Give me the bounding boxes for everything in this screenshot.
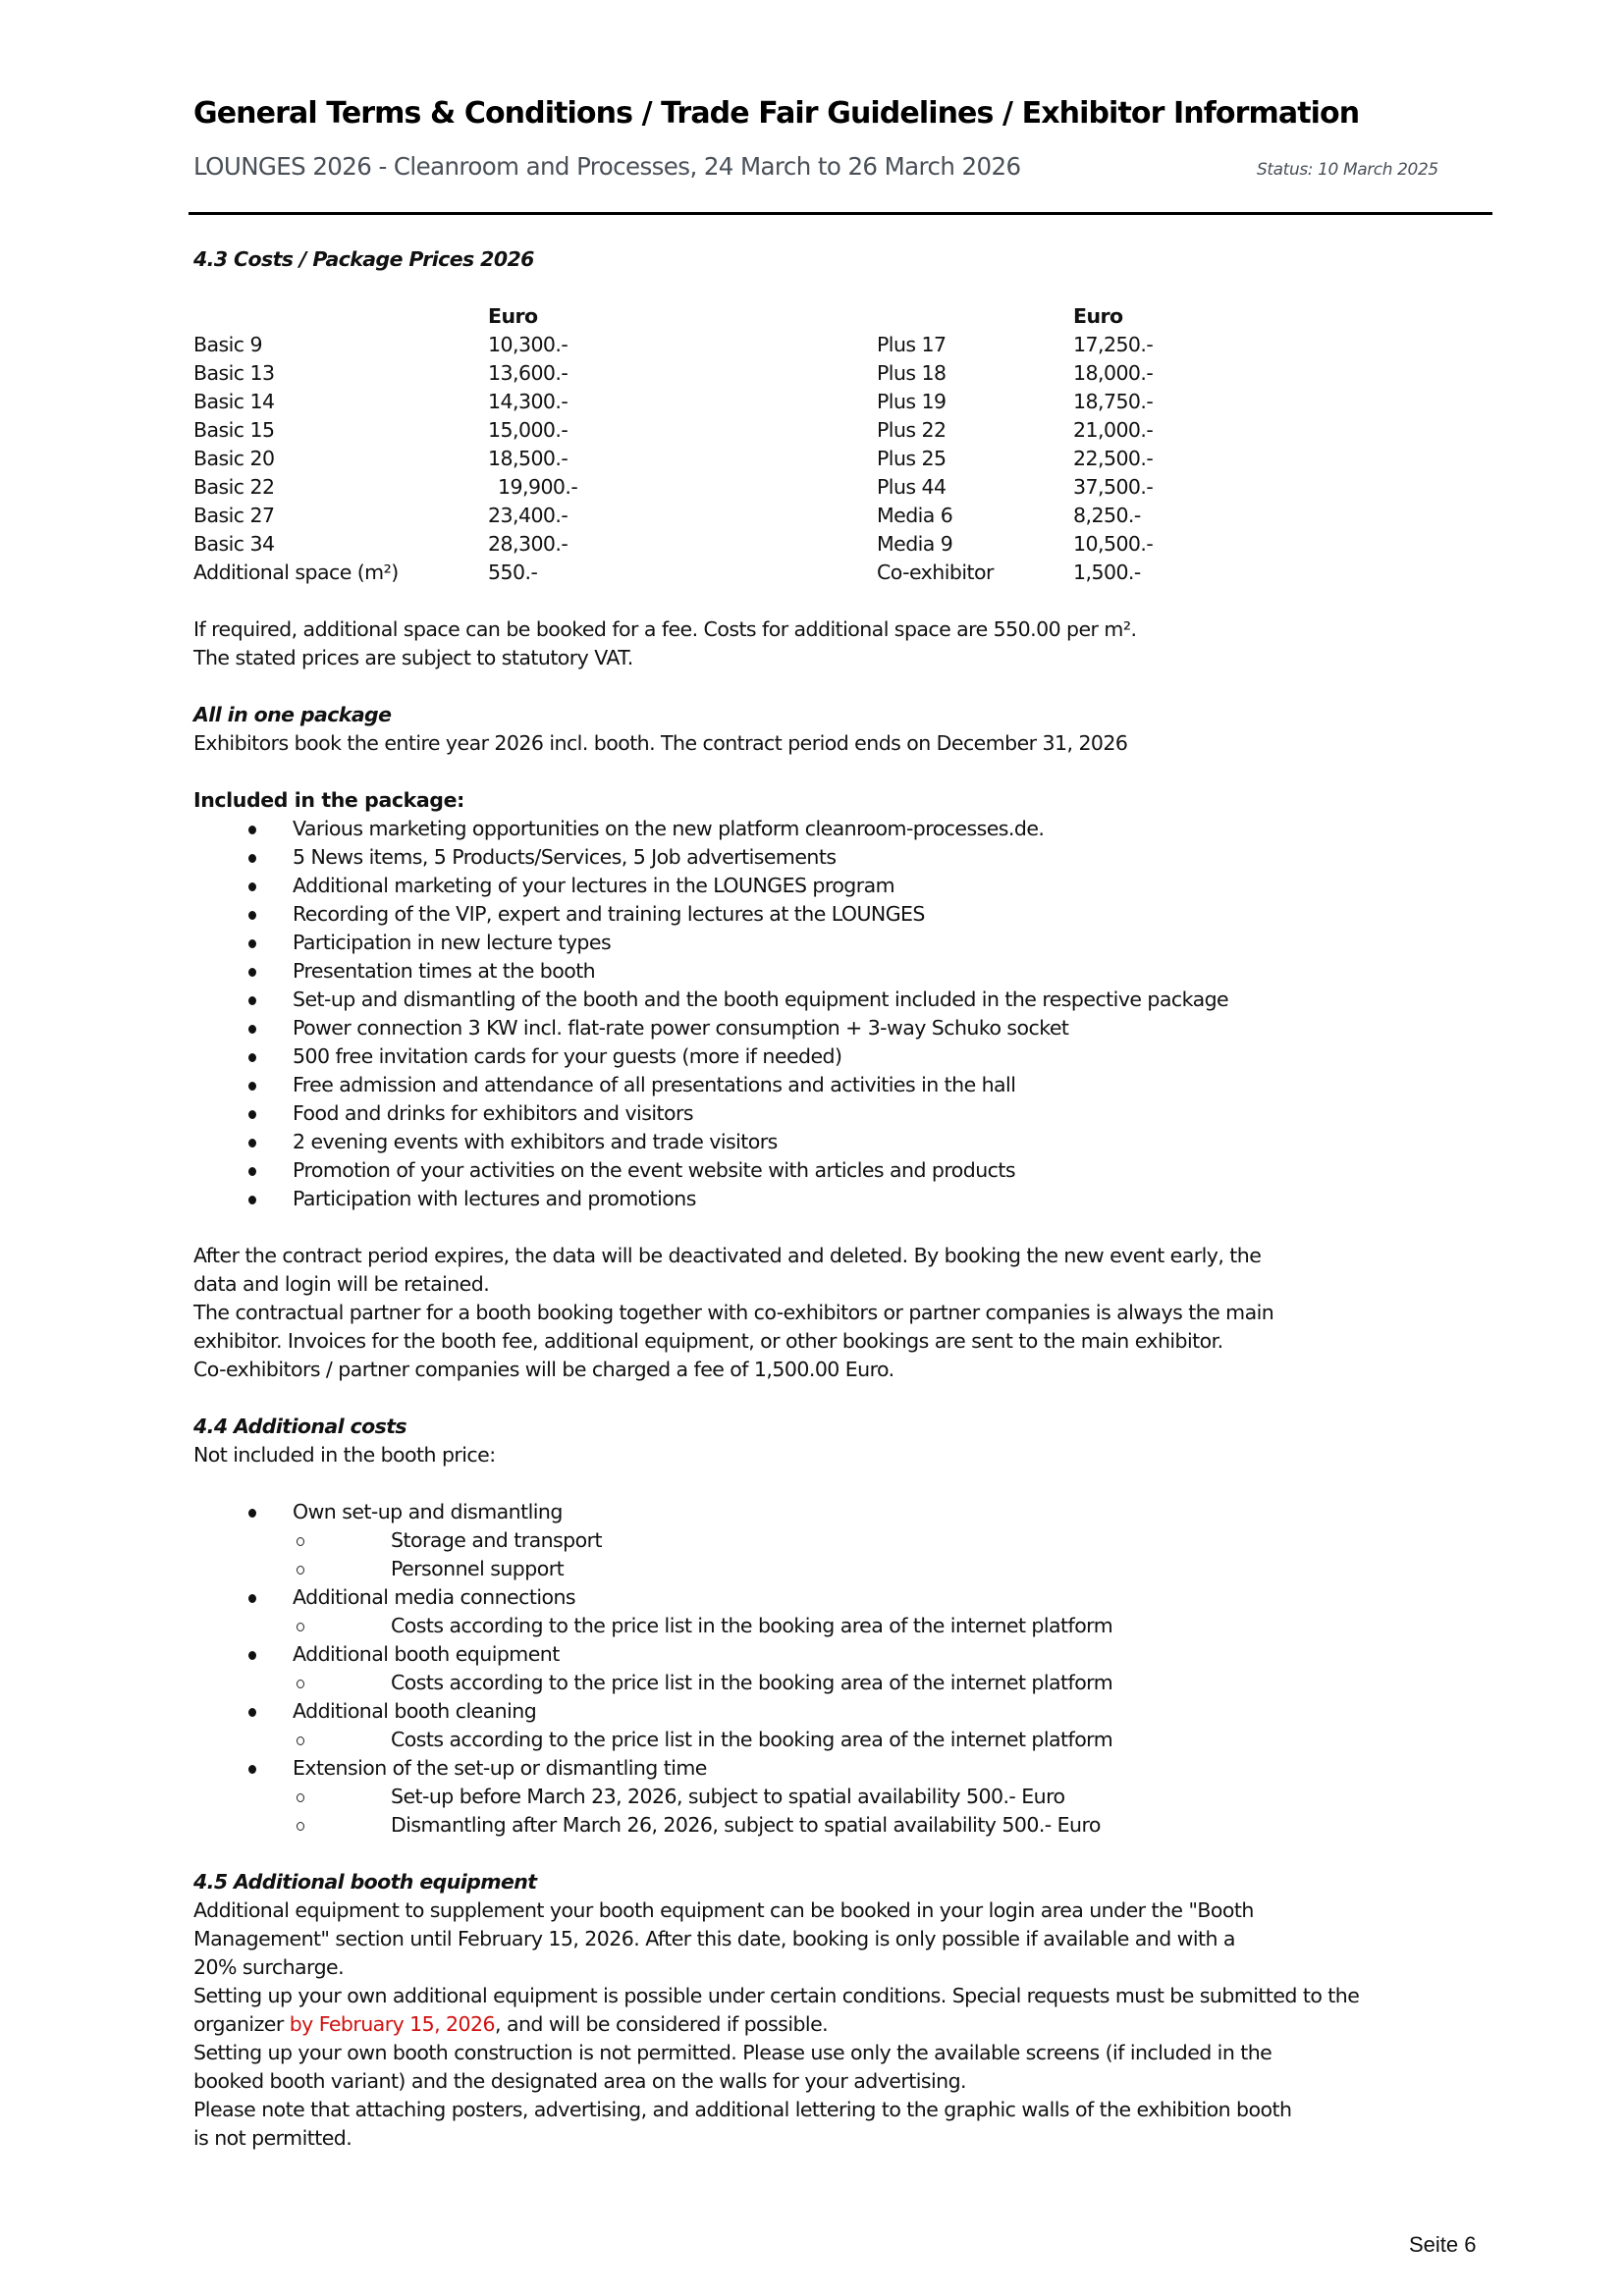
page-number: Seite 6 [1409, 2232, 1477, 2257]
bullet-icon [248, 996, 256, 1005]
bullet-icon [248, 1765, 256, 1774]
package-price: 14,300.- [488, 390, 568, 413]
list-item: Own set-up and dismantling Storage and transport Personnel support [193, 1498, 1499, 1583]
list-item: Promotion of your activities on the event website with articles and products [193, 1156, 1499, 1185]
bullet-icon [248, 1139, 256, 1148]
price-table-header [193, 302, 1270, 331]
package-price: 550.- [488, 561, 538, 584]
sub-list-item: Costs according to the price list in the booking area of the internet platform [293, 1612, 1499, 1640]
bullet-icon [248, 1651, 256, 1660]
package-name: Basic 22 [193, 475, 275, 499]
currency-header-right: Euro [1073, 304, 1123, 328]
booth-construction-text: Setting up your own booth construction is not permitted. Please use only the available screens (if included in the [193, 2041, 1272, 2064]
posters-note: is not permitted. [193, 2126, 352, 2150]
package-name: Plus 25 [877, 447, 947, 470]
list-item: Free admission and attendance of all presentations and activities in the hall [193, 1071, 1499, 1099]
section-heading-4-3: 4.3 Costs / Package Prices 2026 [193, 247, 534, 271]
package-name: Basic 9 [193, 333, 262, 356]
booth-construction-text: booked booth variant) and the designated area on the walls for your advertising. [193, 2069, 966, 2093]
contractual-partner-text: The contractual partner for a booth booking together with co-exhibitors or partner companies is always the main [193, 1301, 1274, 1324]
table-row [193, 445, 1270, 473]
own-equipment-text: Setting up your own additional equipment is possible under certain conditions. Special requests must be submitted to the [193, 1984, 1360, 2007]
posters-note: Please note that attaching posters, advertising, and additional lettering to the graphic walls of the exhibition booth [193, 2098, 1292, 2121]
package-name: Additional space (m²) [193, 561, 399, 584]
table-row [193, 331, 1270, 359]
package-name: Co-exhibitor [877, 561, 994, 584]
package-price: 18,000.- [1073, 361, 1154, 385]
package-price: 21,000.- [1073, 418, 1154, 442]
list-item: Set-up and dismantling of the booth and the booth equipment included in the respective package [193, 986, 1499, 1014]
list-item: Recording of the VIP, expert and training lectures at the LOUNGES [193, 900, 1499, 929]
status-date: Status: 10 March 2025 [1257, 160, 1438, 180]
equipment-booking-text: Additional equipment to supplement your booth equipment can be booked in your login area under the "Booth [193, 1898, 1254, 1922]
all-in-one-text: Exhibitors book the entire year 2026 incl. booth. The contract period ends on December 31, 2026 [193, 731, 1128, 755]
included-list [193, 815, 1499, 1213]
sub-list [293, 1783, 1499, 1840]
list-item: 5 News items, 5 Products/Services, 5 Job advertisements [193, 843, 1499, 872]
document-title: General Terms & Conditions / Trade Fair Guidelines / Exhibitor Information [193, 96, 1360, 131]
additional-space-note: If required, additional space can be booked for a fee. Costs for additional space are 550.00 per m². [193, 617, 1137, 641]
bullet-icon [248, 939, 256, 948]
equipment-booking-text: Management" section until February 15, 2026. After this date, booking is only possible if available and with a [193, 1927, 1235, 1950]
included-heading: Included in the package: [193, 788, 464, 812]
circle-bullet-icon [297, 1537, 304, 1546]
event-subtitle: LOUNGES 2026 - Cleanroom and Processes, 24 March to 26 March 2026 [193, 152, 1021, 181]
bullet-icon [248, 911, 256, 920]
sub-list [293, 1612, 1499, 1640]
package-name: Basic 15 [193, 418, 275, 442]
table-row [193, 530, 1270, 559]
package-name: Plus 17 [877, 333, 947, 356]
bullet-icon [248, 1082, 256, 1091]
list-item: Additional media connections Costs according to the price list in the booking area of the internet platform [193, 1583, 1499, 1640]
package-price: 10,500.- [1073, 532, 1154, 556]
section-heading-4-5: 4.5 Additional booth equipment [193, 1870, 537, 1894]
table-row [193, 359, 1270, 388]
all-in-one-heading: All in one package [193, 703, 392, 726]
surcharge-text: 20% surcharge. [193, 1955, 345, 1979]
sub-list-item: Personnel support [293, 1555, 1499, 1583]
list-item: 2 evening events with exhibitors and trade visitors [193, 1128, 1499, 1156]
contract-expiry-text: data and login will be retained. [193, 1272, 490, 1296]
table-row [193, 473, 1270, 502]
table-row [193, 416, 1270, 445]
list-item: Additional booth equipment Costs according to the price list in the booking area of the internet platform [193, 1640, 1499, 1697]
circle-bullet-icon [297, 1736, 304, 1745]
package-price: 15,000.- [488, 418, 568, 442]
section-heading-4-4: 4.4 Additional costs [193, 1415, 407, 1438]
bullet-icon [248, 1167, 256, 1176]
package-price: 18,500.- [488, 447, 568, 470]
bullet-icon [248, 968, 256, 977]
document-body [193, 245, 1499, 2153]
bullet-icon [248, 1053, 256, 1062]
currency-header-left: Euro [488, 304, 538, 328]
vat-note: The stated prices are subject to statutory VAT. [193, 646, 633, 669]
list-item: Food and drinks for exhibitors and visitors [193, 1099, 1499, 1128]
list-item: Additional booth cleaning Costs according to the price list in the booking area of the internet platform [193, 1697, 1499, 1754]
bullet-icon [248, 882, 256, 891]
contractual-partner-text: exhibitor. Invoices for the booth fee, additional equipment, or other bookings are sent to the main exhibitor. [193, 1329, 1223, 1353]
bullet-icon [248, 1594, 256, 1603]
package-price: 18,750.- [1073, 390, 1154, 413]
deadline-highlight: by February 15, 2026 [289, 2012, 496, 2036]
additional-costs-list [193, 1498, 1499, 1840]
table-row [193, 388, 1270, 416]
table-row [193, 559, 1270, 587]
package-name: Basic 14 [193, 390, 275, 413]
list-item: Extension of the set-up or dismantling time Set-up before March 23, 2026, subject to spatial availability 500.- Euro Dismantling after March 26, 2026, subject to spatial availability 500.- Euro [193, 1754, 1499, 1840]
bullet-icon [248, 1110, 256, 1119]
sub-list-item: Dismantling after March 26, 2026, subject to spatial availability 500.- Euro [293, 1811, 1499, 1840]
bullet-icon [248, 1708, 256, 1717]
circle-bullet-icon [297, 1822, 304, 1831]
co-exhibitor-fee-text: Co-exhibitors / partner companies will be charged a fee of 1,500.00 Euro. [193, 1358, 894, 1381]
bullet-icon [248, 1025, 256, 1034]
package-name: Basic 20 [193, 447, 275, 470]
package-price: 23,400.- [488, 504, 568, 527]
package-name: Plus 44 [877, 475, 947, 499]
sub-list-item: Storage and transport [293, 1526, 1499, 1555]
not-included-intro: Not included in the booth price: [193, 1443, 496, 1467]
sub-list [293, 1669, 1499, 1697]
circle-bullet-icon [297, 1793, 304, 1802]
circle-bullet-icon [297, 1623, 304, 1631]
package-price: 13,600.- [488, 361, 568, 385]
list-item: Additional marketing of your lectures in the LOUNGES program [193, 872, 1499, 900]
sub-list-item: Costs according to the price list in the booking area of the internet platform [293, 1669, 1499, 1697]
list-item: Various marketing opportunities on the new platform cleanroom-processes.de. [193, 815, 1499, 843]
sub-list [293, 1526, 1499, 1583]
package-name: Basic 34 [193, 532, 275, 556]
package-name: Plus 18 [877, 361, 947, 385]
bullet-icon [248, 826, 256, 834]
organizer-deadline-line: organizer by February 15, 2026, and will be considered if possible. [193, 2012, 829, 2036]
bullet-icon [248, 1196, 256, 1204]
package-price: 10,300.- [488, 333, 568, 356]
sub-list-item: Set-up before March 23, 2026, subject to spatial availability 500.- Euro [293, 1783, 1499, 1811]
package-price: 19,900.- [498, 475, 578, 499]
list-item: 500 free invitation cards for your guests (more if needed) [193, 1042, 1499, 1071]
package-name: Basic 13 [193, 361, 275, 385]
list-item: Participation with lectures and promotions [193, 1185, 1499, 1213]
bullet-icon [248, 1509, 256, 1518]
price-table [193, 302, 1270, 587]
sub-list-item: Costs according to the price list in the booking area of the internet platform [293, 1726, 1499, 1754]
package-price: 28,300.- [488, 532, 568, 556]
package-price: 1,500.- [1073, 561, 1141, 584]
package-price: 22,500.- [1073, 447, 1154, 470]
package-price: 17,250.- [1073, 333, 1154, 356]
sub-list [293, 1726, 1499, 1754]
circle-bullet-icon [297, 1566, 304, 1575]
bullet-icon [248, 854, 256, 863]
package-name: Media 6 [877, 504, 953, 527]
package-price: 8,250.- [1073, 504, 1141, 527]
header-divider [189, 212, 1492, 215]
package-name: Basic 27 [193, 504, 275, 527]
table-row [193, 502, 1270, 530]
list-item: Participation in new lecture types [193, 929, 1499, 957]
package-name: Plus 22 [877, 418, 947, 442]
list-item: Power connection 3 KW incl. flat-rate power consumption + 3-way Schuko socket [193, 1014, 1499, 1042]
circle-bullet-icon [297, 1680, 304, 1688]
package-name: Media 9 [877, 532, 953, 556]
contract-expiry-text: After the contract period expires, the data will be deactivated and deleted. By booking the new event early, the [193, 1244, 1262, 1267]
package-name: Plus 19 [877, 390, 947, 413]
list-item: Presentation times at the booth [193, 957, 1499, 986]
package-price: 37,500.- [1073, 475, 1154, 499]
